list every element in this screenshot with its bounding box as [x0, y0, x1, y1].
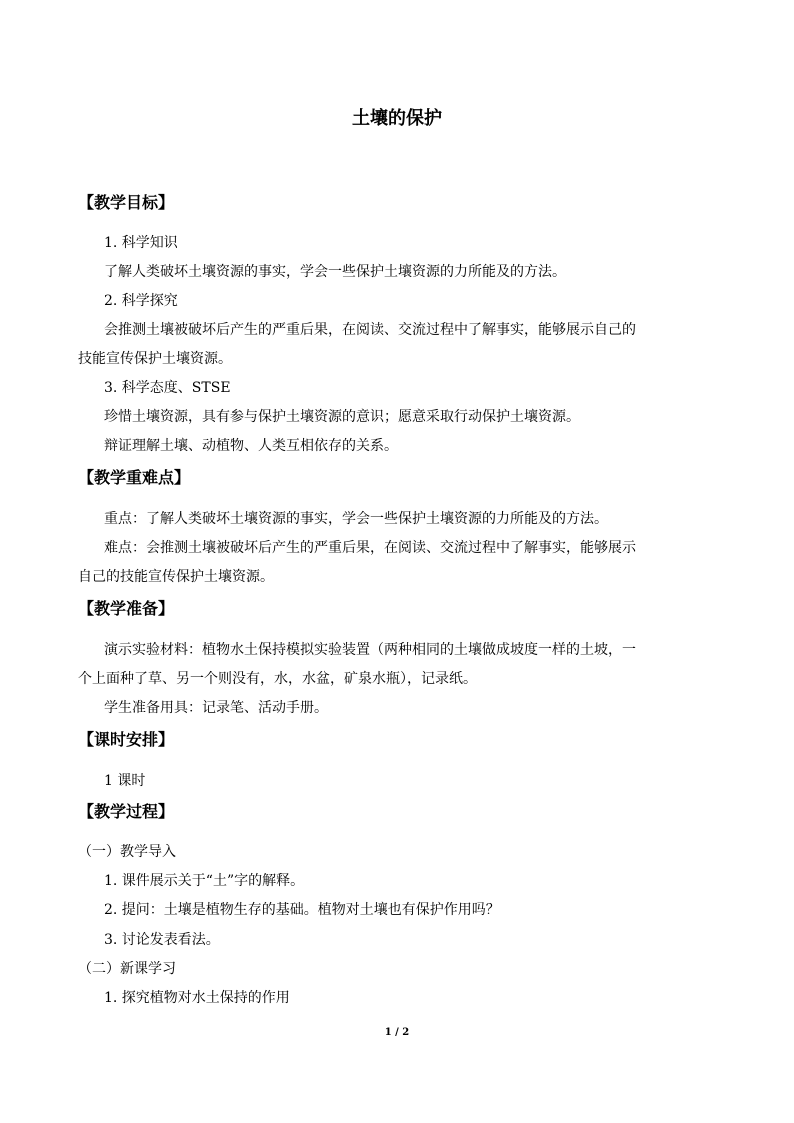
paragraph-line: 了解人类破坏土壤资源的事实，学会一些保护土壤资源的力所能及的方法。 [104, 264, 566, 280]
document-title: 土壤的保护 [352, 108, 442, 129]
heading-key-points: 【教学重难点】 [78, 468, 191, 487]
paragraph-line: 演示实验材料：植物水土保持模拟实验装置（两种相同的土壤做成坡度一样的土坡，一 [104, 642, 636, 658]
paragraph-line: 自己的技能宣传保护土壤资源。 [78, 569, 274, 585]
paragraph-line: 1. 探究植物对水土保持的作用 [104, 990, 290, 1006]
paragraph-line: （二）新课学习 [78, 961, 176, 977]
paragraph-line: 2. 提问：土壤是植物生存的基础。植物对土壤也有保护作用吗？ [104, 902, 500, 918]
heading-teaching-goals: 【教学目标】 [78, 193, 175, 212]
heading-schedule: 【课时安排】 [78, 730, 175, 749]
heading-process: 【教学过程】 [78, 802, 175, 821]
paragraph-line: 技能宣传保护土壤资源。 [78, 351, 232, 367]
paragraph-line: 1. 课件展示关于“土”字的解释。 [104, 873, 305, 889]
paragraph-line: 2. 科学探究 [104, 293, 178, 309]
paragraph-line: 3. 讨论发表看法。 [104, 932, 220, 948]
paragraph-line: 难点：会推测土壤被破坏后产生的严重后果，在阅读、交流过程中了解事实，能够展示 [104, 540, 636, 556]
heading-preparation: 【教学准备】 [78, 599, 175, 618]
paragraph-line: 重点：了解人类破坏土壤资源的事实，学会一些保护土壤资源的力所能及的方法。 [104, 511, 608, 527]
paragraph-line: 辩证理解土壤、动植物、人类互相依存的关系。 [104, 438, 398, 454]
paragraph-line: （一）教学导入 [78, 844, 176, 860]
paragraph-line: 1 课时 [104, 773, 146, 789]
paragraph-line: 会推测土壤被破坏后产生的严重后果，在阅读、交流过程中了解事实，能够展示自己的 [104, 322, 636, 338]
paragraph-line: 珍惜土壤资源，具有参与保护土壤资源的意识；愿意采取行动保护土壤资源。 [104, 409, 580, 425]
paragraph-line: 学生准备用具：记录笔、活动手册。 [104, 700, 328, 716]
paragraph-line: 1. 科学知识 [104, 235, 178, 251]
paragraph-line: 3. 科学态度、STSE [104, 380, 231, 396]
paragraph-line: 个上面种了草、另一个则没有，水，水盆，矿泉水瓶），记录纸。 [78, 671, 477, 687]
page-number: 1 / 2 [384, 1027, 410, 1038]
